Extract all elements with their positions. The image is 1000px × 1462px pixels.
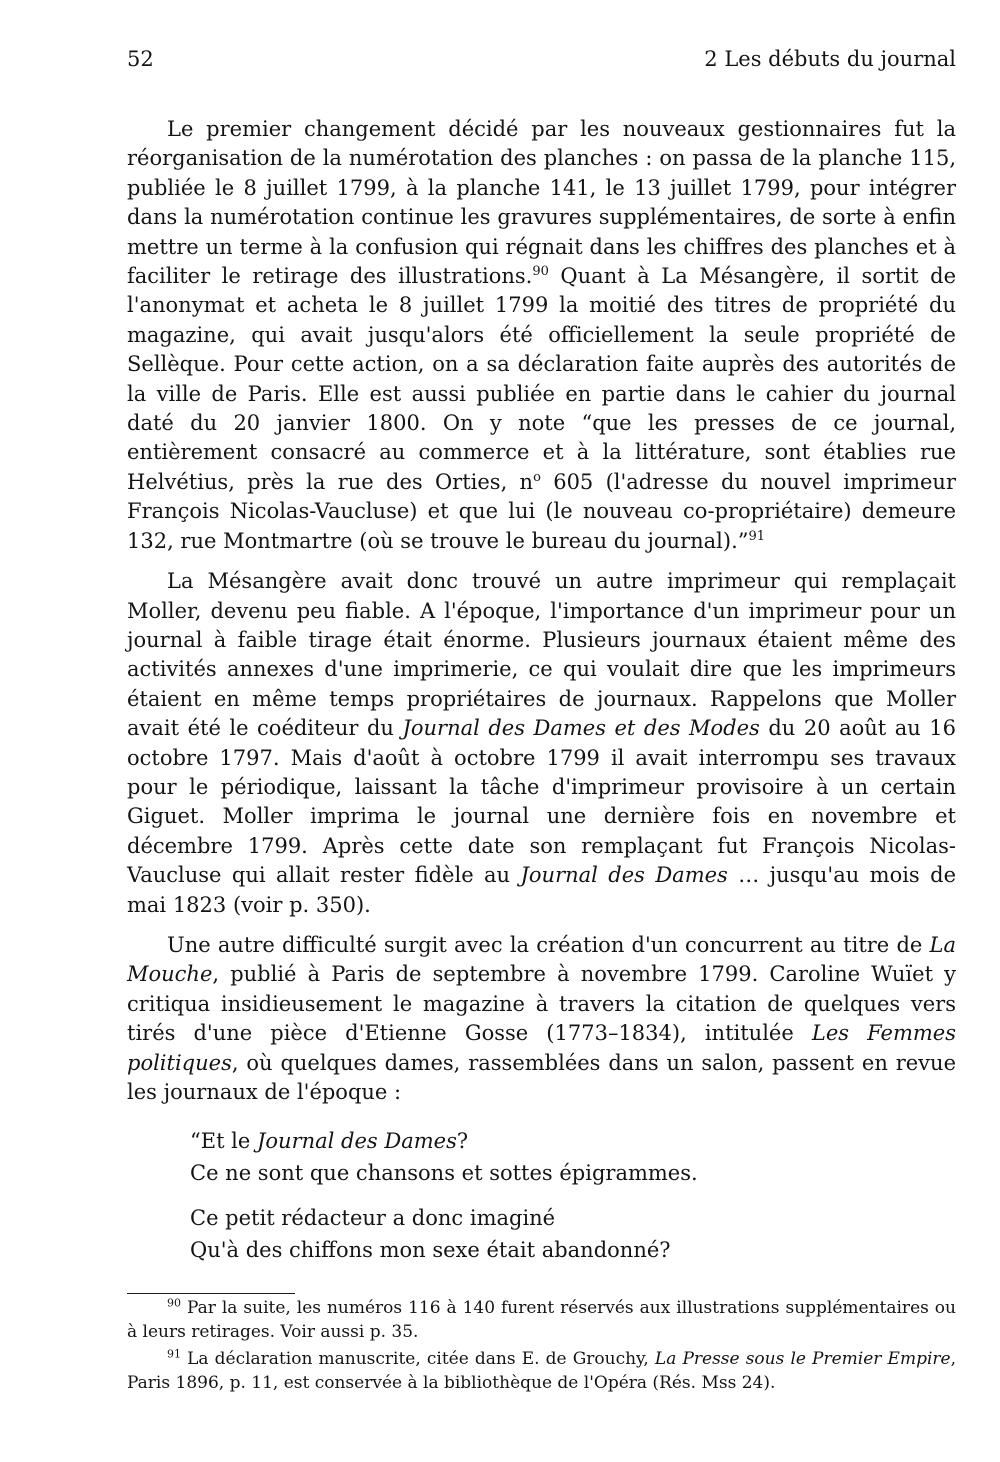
footnote-separator (127, 1293, 295, 1294)
paragraph-text: , publié à Paris de septembre à novembre 1799. Caroline Wuïet y critiqua insidieusement le magazine à travers la citation de quelques vers tirés d'une pièce d'Etienne Gosse (1773–1834), intitulée (127, 962, 956, 1046)
italic-title: La Presse sous le Premier Empire (654, 1349, 951, 1369)
paragraph-text: , où quelques dames, rassemblées dans un salon, passent en revue les journaux de l'époque : (127, 1050, 956, 1104)
verse-quote (190, 1125, 890, 1279)
verse-text: ? (456, 1129, 469, 1153)
footnote-ref-91: 91 (748, 528, 766, 544)
main-text (127, 115, 956, 1118)
italic-title: La Mouche (127, 932, 956, 987)
page-number: 52 (127, 47, 154, 71)
footnote-number: 90 (167, 1296, 181, 1310)
italic-title: Les Femmes politiques (127, 1021, 956, 1075)
verse-line (190, 1129, 468, 1153)
paragraph-text: du 20 août au 16 octobre 1797. Mais d'août à octobre 1799 il avait interrompu ses travaux pour le périodique, laissant la tâche d'imprimeur provisoire à un certain Giguet. Moller imprima le journal une dernière fois en novembre et décembre 1799. Après cette date son remplaçant fut François Nicolas-Vaucluse qui allait rester fidèle au (127, 716, 956, 888)
italic-title: Journal des Dames (520, 863, 728, 888)
chapter-title: 2 Les débuts du journal (704, 47, 956, 71)
paragraph-text: La Mésangère avait donc trouvé un autre imprimeur qui remplaçait Moller, devenu peu fiable. A l'époque, l'importance d'un imprimeur pour un journal à faible tirage était énorme. Plusieurs journaux étaient même des activités annexes d'une imprimerie, ce qui voulait dire que les imprimeurs étaient en même temps propriétaires de journaux. Rappelons que Moller avait été le coéditeur du (127, 569, 956, 741)
paragraph-3 (127, 931, 956, 1107)
footnote-number: 91 (167, 1347, 181, 1361)
footnote-text: , Paris 1896, p. 11, est conservée à la bibliothèque de l'Opéra (Rés. Mss 24). (127, 1349, 956, 1393)
footnote-ref-90: 90 (532, 264, 549, 280)
running-header (127, 44, 956, 74)
paragraph-1 (127, 115, 956, 556)
verse-stanza-1 (190, 1125, 890, 1189)
verse-line: Ce petit rédacteur a donc imaginé (190, 1206, 556, 1230)
verse-line: Qu'à des chiffons mon sexe était abandonné? (190, 1238, 671, 1262)
paragraph-text: Quant à La Mésangère, il sortit de l'anonymat et acheta le 8 juillet 1799 la moitié des titres de propriété du magazine, qui avait jusqu'alors été officiellement la seule propriété de Sellèque. Pour cette action, on a sa déclaration faite auprès des autorités de la ville de Paris. Elle est aussi publiée en partie dans le cahier du journal daté du 20 janvier 1800. On y note “que les presses de ce journal, entièrement consacré au commerce et à la littérature, sont établies rue Helvétius, près la rue des Orties, n (127, 264, 957, 494)
italic-title: Journal des Dames et des Modes (402, 716, 760, 741)
paragraph-2 (127, 567, 956, 920)
footnote-90 (127, 1296, 956, 1344)
paragraph-text: Le premier changement décidé par les nouveaux gestionnaires fut la réorganisation de la numérotation des planches : on passa de la planche 115, publiée le 8 juillet 1799, à la planche 141, le 13 juillet 1799, pour intégrer dans la numérotation continue les gravures supplémentaires, de sorte à enfin mettre un terme à la confusion qui régnait dans les chiffres des planches et à faciliter le retirage des illustrations. (127, 117, 956, 289)
verse-text: “Et le (190, 1129, 257, 1153)
paragraph-text: 605 (l'adresse du nouvel imprimeur François Nicolas-Vaucluse) et que lui (le nouveau co-propriétaire) demeure 132, rue Montmartre (où se trouve le bureau du journal).” (127, 469, 956, 553)
paragraph-text: … jusqu'au mois de mai 1823 (voir p. 350). (127, 863, 956, 917)
italic-title: Journal des Dames (257, 1129, 457, 1153)
verse-line: Ce ne sont que chansons et sottes épigrammes. (190, 1161, 698, 1185)
ordinal-superscript: o (533, 469, 541, 485)
verse-stanza-2 (190, 1202, 890, 1266)
footnotes (127, 1296, 956, 1398)
paragraph-text: Une autre difficulté surgit avec la création d'un concurrent au titre de (167, 932, 930, 957)
footnote-text: La déclaration manuscrite, citée dans E. de Grouchy, (181, 1349, 655, 1369)
footnote-text: Par la suite, les numéros 116 à 140 furent réservés aux illustrations supplémentaires ou à leurs retirages. Voir aussi p. 35. (127, 1298, 956, 1342)
footnote-91 (127, 1347, 956, 1395)
